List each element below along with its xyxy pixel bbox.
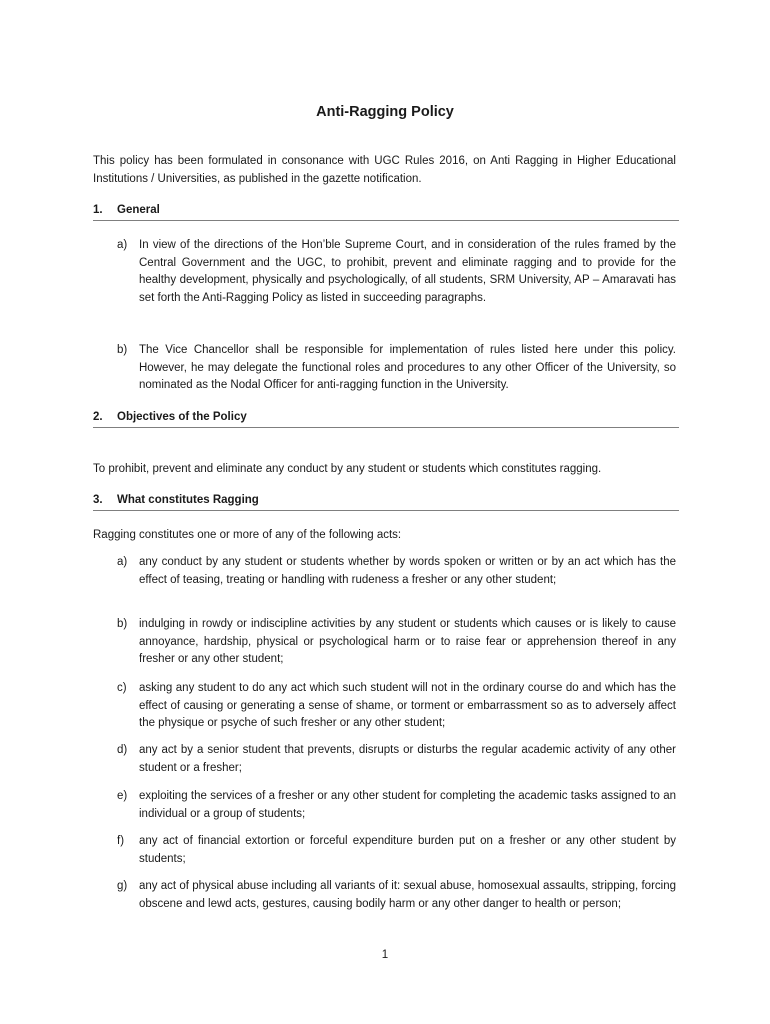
list-item [117, 237, 676, 307]
list-item-text: any act by a senior student that prevents, disrupts or disturbs the regular academic activity of any other student or a fresher; [139, 744, 676, 774]
list-item [117, 342, 676, 395]
list-item [117, 833, 676, 868]
section-number: 2. [93, 411, 103, 423]
list-item-text: exploiting the services of a fresher or any other student for completing the academic tasks assigned to an individual or a group of students; [139, 790, 676, 820]
ragging-intro-paragraph: Ragging constitutes one or more of any of the following acts: [93, 529, 402, 541]
list-marker: d) [117, 744, 128, 756]
section-number: 1. [93, 204, 103, 216]
list-marker: g) [117, 880, 128, 892]
intro-paragraph: This policy has been formulated in consonance with UGC Rules 2016, on Anti Ragging in Higher Educational Institutions / Universities, as published in the gazette notification. [93, 155, 676, 185]
section-title: What constitutes Ragging [117, 494, 259, 506]
list-item-text: asking any student to do any act which such student will not in the ordinary course do and which has the effect of causing or generating a sense of shame, or torment or embarrassment so as to adversely affect the physique or psyche of such fresher or any other student; [139, 682, 676, 730]
list-marker: c) [117, 682, 127, 694]
list-item-text: The Vice Chancellor shall be responsible for implementation of rules listed here under this policy. However, he may delegate the functional roles and procedures to any other Officer of the University, so nominated as the Nodal Officer for anti-ragging function in the University. [139, 344, 676, 392]
list-item-text: any conduct by any student or students whether by words spoken or written or by an act which has the effect of teasing, treating or handling with rudeness a fresher or any other student; [139, 556, 676, 586]
objectives-paragraph: To prohibit, prevent and eliminate any conduct by any student or students which constitutes ragging. [93, 463, 602, 475]
list-marker: a) [117, 556, 128, 568]
list-item-text: indulging in rowdy or indiscipline activities by any student or students which causes or is likely to cause annoyance, hardship, physical or psychological harm or to raise fear or apprehension thereof in any fresher or any other student; [139, 618, 676, 666]
list-item [117, 742, 676, 777]
list-item [117, 878, 676, 913]
list-marker: b) [117, 344, 128, 356]
list-marker: b) [117, 618, 128, 630]
section-heading-general [93, 204, 679, 221]
list-marker: f) [117, 835, 125, 847]
list-item [117, 680, 676, 733]
page-title: Anti-Ragging Policy [316, 104, 454, 120]
list-item-text: any act of financial extortion or forceful expenditure burden put on a fresher or any other student by students; [139, 835, 676, 865]
section-title: General [117, 204, 160, 216]
section-number: 3. [93, 494, 103, 506]
list-item-text: any act of physical abuse including all variants of it: sexual abuse, homosexual assaults, stripping, forcing obscene and lewd acts, gestures, causing bodily harm or any other danger to health or person; [139, 880, 676, 910]
list-item [117, 554, 676, 589]
list-item-text: In view of the directions of the Hon’ble Supreme Court, and in consideration of the rules framed by the Central Government and the UGC, to prohibit, prevent and eliminate ragging and to provide for the healthy development, physically and psychologically, of all students, SRM University, AP – Amaravati has set forth the Anti-Ragging Policy as listed in succeeding paragraphs. [139, 239, 676, 304]
section-title: Objectives of the Policy [117, 411, 247, 423]
list-item [117, 788, 676, 823]
list-item [117, 616, 676, 669]
section-heading-objectives [93, 411, 679, 428]
list-marker: e) [117, 790, 128, 802]
list-marker: a) [117, 239, 128, 251]
section-heading-ragging [93, 494, 679, 511]
page-number: 1 [381, 949, 389, 961]
